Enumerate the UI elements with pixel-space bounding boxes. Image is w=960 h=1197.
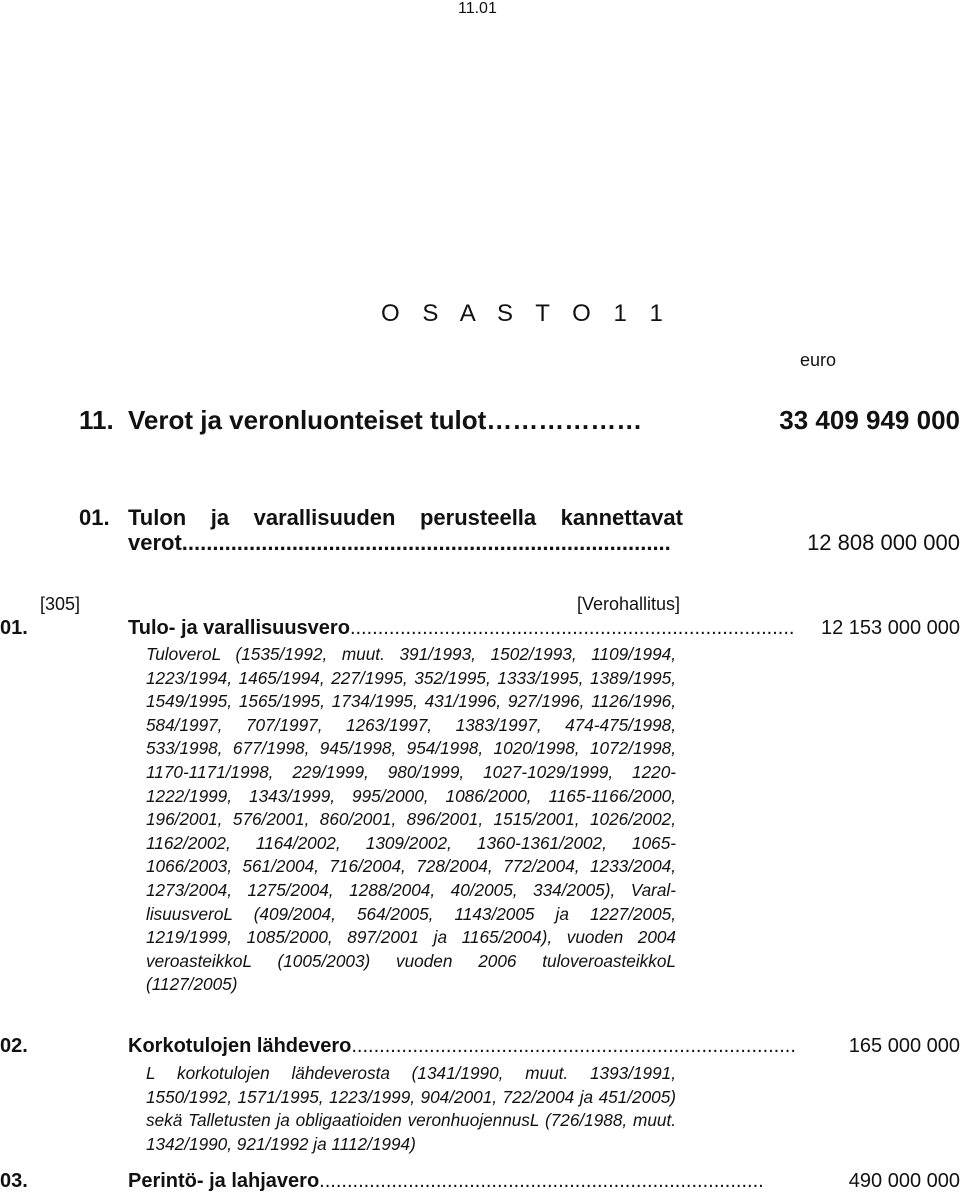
item-amount: 12 153 000 000: [820, 617, 960, 639]
item-dots: ................................................................................: [349, 617, 795, 639]
currency-label: euro: [800, 350, 837, 370]
item-title-row: [128, 1170, 764, 1193]
item-dots: ................................................................................: [319, 1170, 764, 1192]
item-amount: 165 000 000: [848, 1035, 960, 1057]
item-title: Korkotulojen lähdevero: [128, 1035, 352, 1057]
main-category-amount: 33 409 949 000: [779, 405, 960, 435]
subcategory-title-end: verot: [128, 530, 182, 555]
section-title: O S A S T O 1 1: [381, 300, 671, 327]
item-number: 03.: [0, 1170, 28, 1192]
subcategory-word: varallisuuden: [253, 505, 396, 530]
subcategory-word: Tulon: [128, 505, 187, 530]
item-title-row: [128, 1035, 796, 1058]
main-category-title-row: [128, 405, 683, 436]
item-legal-basis: TuloveroL (1535/1992, muut. 391/1993, 1502/1993, 1109/1994, 1223/1994, 1465/1994, 227/1995, 352/1995, 1333/1995, 1389/1995, 1549/1995, 1565/1995, 1734/1995, 431/1996, 927/1996, 1126/1996, 584/1997, 707/1997, 1263/1997, 1383/1997, 474-475/1998, 533/1998, 677/1998, 945/1998, 954/1998, 1020/1998, 1072/1998, 1170-1171/1998, 229/1999, 980/1999, 1027-1029/1999, 1220-1222/1999, 1343/1999, 995/2000, 1086/2000, 1165-1166/2000, 196/2001, 576/2001, 860/2001, 896/2001, 1515/2001, 1026/2002, 1162/2002, 1164/2002, 1309/2002, 1360-1361/2002, 1065-1066/2003, 561/2004, 716/2004, 728/2004, 772/2004, 1233/2004, 1273/2004, 1275/2004, 1288/2004, 40/2005, 334/2005), VarallisuusveroL (409/2004, 564/2005, 1143/2005 ja 1227/2005, 1219/1999, 1085/2000, 897/2001 ja 1165/2004), vuoden 2004 veroasteikkoL (1005/2003) vuoden 2006 tuloveroasteikkoL (1127/2005): [146, 644, 676, 995]
budget-reference-code: [305]: [40, 594, 81, 614]
subcategory-word: perusteella: [419, 505, 537, 530]
main-category-number: 11.: [79, 405, 114, 435]
subcategory-title-line2: [128, 530, 683, 556]
item-number: 01.: [0, 617, 28, 639]
subcategory-amount: 12 808 000 000: [807, 530, 960, 555]
item-title-row: [128, 617, 795, 640]
item-title: Perintö- ja lahjavero: [128, 1170, 320, 1192]
item-number: 02.: [0, 1035, 28, 1057]
subcategory-number: 01.: [79, 505, 110, 530]
item-legal-basis: L korkotulojen lähdeverosta (1341/1990, muut. 1393/1991, 1550/1992, 1571/1995, 1223/1999, 904/2001, 722/2004 ja 451/2005) sekä Talletusten ja obligaatioiden veronhuojennusL (726/1988, muut. 1342/1990, 921/1992 ja 1112/1994): [146, 1063, 676, 1154]
subcategory-word: ja: [210, 505, 230, 530]
responsible-authority: [Verohallitus]: [576, 594, 680, 614]
subcategory-dots: ................................................................................: [181, 530, 671, 555]
item-dots: ................................................................................: [351, 1035, 796, 1057]
main-category-title: Verot ja veronluonteiset tulot: [128, 405, 487, 435]
subcategory-title-line1: [128, 505, 683, 531]
item-amount: 490 000 000: [848, 1170, 960, 1192]
main-category-dots: ………………: [486, 405, 643, 435]
item-title: Tulo- ja varallisuusvero: [128, 617, 350, 639]
page-number: 11.01: [458, 0, 497, 17]
subcategory-word: kannettavat: [560, 505, 683, 530]
